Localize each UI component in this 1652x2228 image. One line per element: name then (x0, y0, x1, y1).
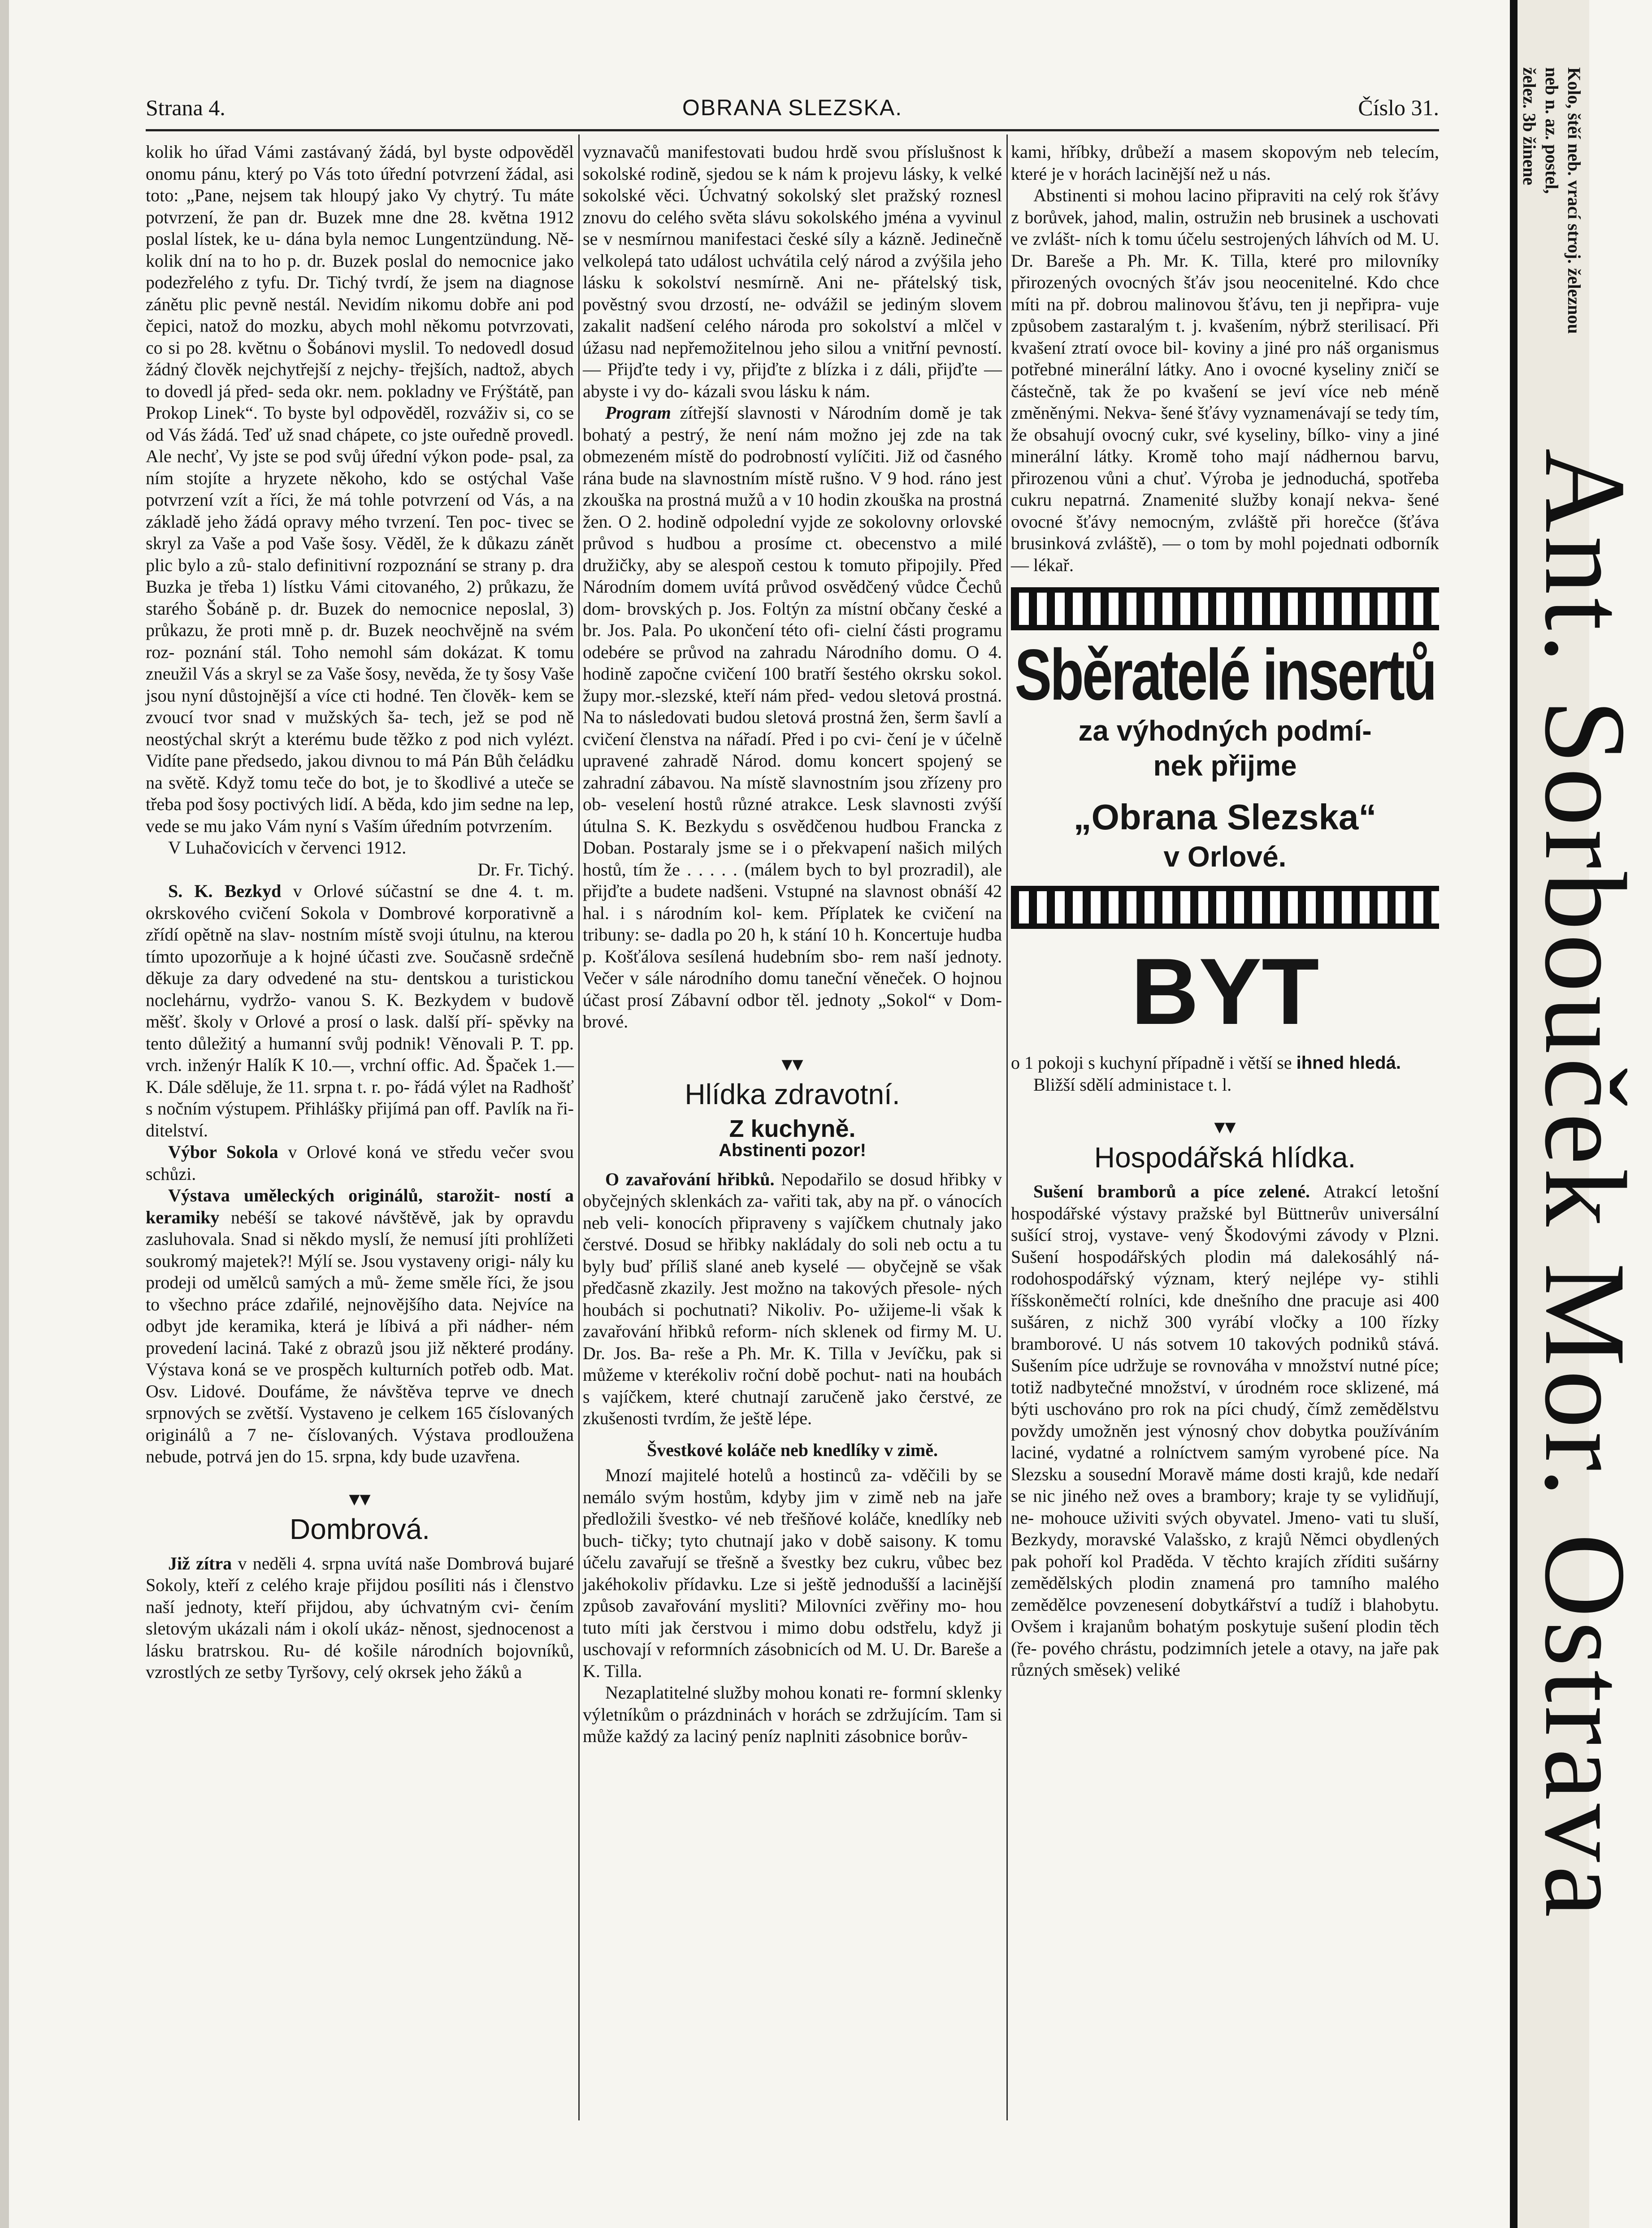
ad-inserty-line1: za výhodných podmí- (1078, 715, 1372, 747)
suseni-text: Atrakcí letošní hospodářské výstavy pražské byl Büttnerův universální sušící stroj, vystave- vený Škodovými závody v Plzni. Sušení hospodářských plodin má dalekosáhlý ná- rodohospodářský význam, který nejlépe vy- stihli říšskoněmečtí rolníci, kde dnešního dne pracuje asi 400 sušáren, z nichž 300 vyrábí vločky a 100 řízky bramborové. U nás sotvem 10 takových podniků stává. Sušením píce udržuje se rovnováha v množství nutné píce; totiž nadbytečné množství, v úrodném roce sklizené, má býti uschováno pro rok na píci chudý, čímž zemědělstvu povždy umožněn jest výnosný chov dobytka používáním laciné, vydatné a rolníctvem samým vyrobené píce. Na Slezsku a sousední Moravě máme dosti krajů, kde nedaří se nic jiného než oves a brambory; kraje ty se vylidňují, ne- mohouce uživiti svých obyvatel. Jmeno- vati tu sluší, Bezkydy, moravské Valašsko, z krajů Němci obydlených pak pohoří kol Praděda. V těchto krajích zříditi sušárny zemědělských plodin znamená pro tamního malého zemědělce povzenesení dobytkářství a tudíž i blahobytu. Ovšem i krajanům bohatým poskytuje sušení plodin těch (ře- pového chrástu, podzimních jetele a otavy, na jaře pak různých směsek) veliké (1011, 1181, 1439, 1680)
ad-byt-contact: Bližší sdělí administace t. l. (1033, 1074, 1232, 1095)
ad-inserty-paper: „Obrana Slezska“ (1073, 797, 1377, 837)
hribky-block (583, 1169, 1002, 1430)
column-2 (583, 141, 1002, 2114)
margin-big-advert: Ant. Sorbouček Mor. Ostrava (1521, 448, 1650, 1921)
adjacent-page-strip (1518, 0, 1650, 2228)
column-divider-2 (1006, 134, 1008, 2120)
column-3 (1011, 141, 1439, 2114)
margin-small-line-2: neb n. az. postel, (1542, 67, 1562, 194)
ad-byt-text (1011, 1052, 1439, 1074)
ad-border-top (1011, 587, 1439, 630)
page-header (146, 90, 1439, 126)
abstinenti-text: Abstinenti si mohou lacino připraviti na celý rok šťávy z borůvek, jahod, malin, ostružin neb brusinek a uschovati ve zvlášt- ních k tomu účelu sestrojených láhvích od M. U. Dr. Bareše a Ph. Mr. K. Tilla, které pro milovníky přirozených ovocných šťáv jsou neocenitelné. Kdo chce míti na př. dobrou malinovou šťávu, ten ji nepřipra- vuje způsobem zastaralým t. j. kvašením, nýbrž sterilisací. Při kvašení ztratí ovoce bil- koviny a jiné pro náš organismus potřebné minerální látky. Ano i ovocné kyseliny zničí se částečně, tak že po kvašení se jeví více neb méně změněnými. Nekva- šené šťávy vyznamenávají se tedy tím, že obsahují ovocný cukr, své kyseliny, bílko- viny a jiné minerální látky. Kromě toho mají nádhernou barvu, přirozenou vůni a chuť. Výroba je jednoduchá, spotřeba cukru nepatrná. Znamenité služby konají nekva- šené ovocné šťávy nemocným, zvláště při horečce (šťáva brusinková zvláště), — o tom by mohl pojednati odborník — lékař. (1011, 185, 1439, 575)
ornament-icon: ▾▾ (781, 1051, 803, 1076)
kuchyne-heading: Z kuchyně. (729, 1115, 856, 1142)
kolace-text: Mnozí majitelé hotelů a hostinců za- vděčili by se nemálo svým hostům, kdyby jim v zimě neb na jaře předložili švestko- vé neb třešňové koláče, knedlíky neb buch- tičky; tyto chutnají jako v době saisony. K tomu účelu zavařují se třešně a švestky bez cukru, vůbec bez jakéhokoliv přídavku. Lze si ještě jednodušší a lacinější způsob zavařování mysliti? Milovníci zvěřiny mo- hou tuto míti jak čerstvou i mimo dobu odstřelu, když ji uschovají v reformních zásobnicích od M. U. Dr. Bareše a K. Tilla. (583, 1465, 1002, 1681)
bezkyd-lead: S. K. Bezkyd (168, 881, 282, 901)
dombrova-text: v neděli 4. srpna uvítá naše Dombrová bujaré Sokoly, kteří z celého kraje přijdou posíliti nás i členstvo naší jednoty, kteří přijdou, aby úchvatným cvi- čením sletovým ukázali nám i okolí ukáz- něnost, sjednocenost a lásku bratrskou. Ru- dé košile národních bojovníků, vzrostlých ze setby Tyršovy, celý okrsek jeho žáků a (146, 1553, 574, 1682)
header-rule (146, 129, 1439, 131)
suseni-lead: Sušení bramborů a píce zelené. (1033, 1181, 1310, 1201)
vybor-text: v Orlové koná ve středu večer svou schůzi. (146, 1142, 574, 1184)
vystava-lead: Výstava uměleckých originálů, starožit- ností a keramiky (146, 1185, 574, 1227)
hribky-text: Nepodařilo se dosud hřibky v obyčejných sklenkách za- vařiti tak, aby na př. o vánocích neb veli- konocích připraveny s vajíčkem chutnaly jako čerstvé. Dosud se hřibky nakládaly do soli neb octu a tu byly buď příliš slané aneb kyselé — obyčejně se však předčasně zkazily. Jest možno na takových přesole- ných houbách si pochutnati? Nikoliv. Po- užijeme-li však k zavařování hřibků reform- ních sklenek od firmy M. U. Dr. Jos. Ba- reše a Ph. Mr. K. Tilla v Jevíčku, pak si můžeme v kterékoliv roční době pochut- nati na houbách s vajíčkem, které chutnají zaručeně jako čerstvé, ze zkušenosti tvrdím, že ještě lépe. (583, 1169, 1002, 1428)
letter-place-date: V Luhačovicích v červenci 1912. (168, 837, 407, 858)
ad-byt-line1: o 1 pokoji s kuchyní případně i větší se (1011, 1053, 1292, 1073)
ad-inserty-title: Sběratelé insertů (1015, 635, 1435, 715)
column-1 (146, 141, 574, 2114)
vybor-notice (146, 1141, 574, 1185)
ad-byt-title: BYT (1131, 939, 1319, 1044)
ad-inserty-line2: nek přijme (1153, 750, 1297, 782)
kolace-heading: Švestkové koláče neb knedlíky v zimě. (647, 1439, 938, 1460)
program-notice (583, 402, 1002, 1033)
hlidka-zdravotni-heading: Hlídka zdravotní. (685, 1078, 900, 1110)
margin-small-line-3: želez. 3b žinene (1519, 67, 1539, 186)
hribky-lead: O zavařování hřibků. (605, 1169, 775, 1189)
margin-small-line-1: Kolo, štěí neb. vrací stroj. železnou (1564, 67, 1584, 334)
hospodarska-heading: Hospodářská hlídka. (1094, 1141, 1356, 1174)
program-text: zítřejší slavnosti v Národním domě je tak bohatý a pestrý, že není nám možno jej zde na tak obmezeném místě do podrobností vylíčiti. Již od časného rána bude na slavnostním místě rušno. V 9 hod. ráno jest zkouška na prostná mužů a v 10 hodin zkouška na prostná žen. O 2. hodině odpolední vyjde ze sokolovny orlovské průvod s hudbou a prosíme ct. obecenstvo a milé družičky, aby se alespoň cestou k tomuto připojily. Před Národním domem uvítá průvod osvědčený vůdce Čechů dom- brovských p. Jos. Foltýn za místní občany české a br. Jos. Pala. Po ukončení této ofi- cielní části programu odebére se průvod na zahradu Národního domu. O 4. hodině započne cvičení 100 bratří šestého okrsku sokol. župy mor.-slezské, kteří nám před- vedou sletová prostná. Na to následovati budou sletová prostná žen, šerm šavlí a cvičení členstva na nářadí. Před i po cvi- čení je v účelně upravené zahradě Národ. domu koncert spojený se zahradní zábavou. Na místě slavnostním jsou zřízeny pro ob- veselení hostů různé atrakce. Lesk slavnosti zvýší útulna S. K. Bezkydu s osvědčenou hudbou Francka z Doban. Postaraly jsme se i o překvapení našich milých hostů, tím že . . . . . (málem bych to byl prozradil), ale přijďte a budete nadšeni. Vstupné na slavnost obnáší 42 hal. i s národním kol- kem. Příplatek ke cvičení na tribuny: se- dadla po 20 h, k stání 10 h. Koncertuje hudba p. Košťálova sesílená hudebním sbo- rem naší jednoty. Večer v sále národního domu taneční věneček. O hojnou účast prosí Zábavní odbor těl. jednoty „Sokol“ v Dom- brové. (583, 403, 1002, 1032)
column-divider-1 (578, 134, 580, 2120)
nezaplatitelne-text: Nezaplatitelné služby mohou konati re- formní sklenky výletníkům o prázdninách v horách se zdržujícím. Tam si může každý za laciný peníz naplniti zásobnice borův- (583, 1682, 1002, 1746)
vystava-text: nebéší se takové návštěvě, jak by opravdu zasluhovala. Snad si někdo myslí, že nemusí jíti prohlížeti soukromý majetek?! Mýlí se. Jsou vystaveny origi- nály ku prodeji od umělců samých a mů- žeme směle říci, že jsou to všechno práce zdařilé, nejnovějšího data. Nejvíce na odbyt jde keramika, která je líbivá a při nádher- ném provedení laciná. Také z obrazů jsou již některé prodány. Výstava koná se ve prospěch kulturních potřeb odb. Mat. Osv. Lidové. Doufáme, že návštěva teprve ve dnech srpnových se zvětší. Vystaveno je celkem 165 číslovaných originálů a 7 ne- číslovaných. Výstava prodloužena nebude, potrvá jen do 15. srpna, kdy bude uzavřena. (146, 1207, 574, 1466)
letter-signature: Dr. Fr. Tichý. (477, 859, 574, 880)
dombrova-text-block (146, 1553, 574, 1683)
ad-inserty-place: v Orlové. (1163, 841, 1287, 873)
letter-text: kolik ho úřad Vámi zastávaný žádá, byl byste odpověděl onomu pánu, který po Vás toto úřední potvrzení žádal, asi toto: „Pane, nejsem tak hloupý jako Vy chytrý. Tu máte potvrzení, že pan dr. Buzek mne dne 28. května 1912 poslal lístek, ke u- dána byla nemoc Lungentzündung. Ně- kolik dní na to ho p. dr. Buzek poslal do nemocnice jako podezřelého z tyfu. Dr. Tichý tvrdí, že jsem na diagnose zánětu plic pevně nestál. Nevidím nikomu dobře ani pod čepici, natož do mozku, abych mohl někomu potvrzovati, co si po 28. květnu o Šobánovi myslil. To nedovedl dosud žádný člověk nejchytřejší z nejchy- třejších, nadtož, abych to dovedl já před- seda okr. nem. pokladny ve Frýštátě, pan Prokop Linek“. To byste byl odpověděl, rozváživ si, co se od Vás žádá. Teď už snad chápete, co jste ouředně provedl. Ale nechť, Vy jste se pod svůj úřední výkon pode- psal, za ním stojíte a hryzete někoho, kdo se ostýchal Vaše potvrzení vzít a říci, že má tohle potvrzení od Vás, a na základě jeho žádá opravy mého tvrzení. Ten poc- tivec se skryl za Vaše a pod Vaše šosy. Věděl, že k důkazu zánět plic bylo a zů- stalo definitivní rozpoznání se strany p. dra Buzka je třeba 1) lístku Vámi citovaného, 2) průkazu, že starého Šobáně p. dr. Buzek do nemocnice neposlal, 3) průkazu, že proti mně p. dr. Buzek neochvějně na svém roz- poznání stál. Toho nemohl sám dokázat. K tomu zneužil Vás a skryl se za Vaše šosy, nevěda, že ty šosy Vaše jsou nyní důstojnější a více cti hodné. Ten člověk- kem se zvoucí tvor snad v mužských ša- tech, jež se pod ně neostýchal skrýt a kterému bude těžko z pod nich vylézt. Vidíte pane předsedo, jakou divnou to má Pán Bůh čeládku na světě. Když tomu teče do bot, je to škodlivé a uteče se třeba pod šosy poctivých lidí. A běda, kdo jim sedne na lep, vede se mu jako Vám nyní s Vaším úředním potvrzením. (146, 142, 574, 836)
suseni-block (1011, 1181, 1439, 1681)
program-lead: Program (605, 403, 671, 423)
scan-edge (0, 0, 9, 2228)
page-number: Strana 4. (146, 95, 225, 120)
ad-border-bottom (1011, 886, 1439, 929)
abstinenti-heading: Abstinenti pozor! (719, 1140, 866, 1160)
newspaper-title: OBRANA SLEZSKA. (682, 95, 903, 120)
issue-number: Číslo 31. (1358, 95, 1439, 120)
vybor-lead: Výbor Sokola (168, 1142, 278, 1162)
ornament-icon: ▾▾ (349, 1486, 371, 1511)
dombrova-lead: Již zítra (168, 1553, 232, 1573)
bezkyd-notice (146, 880, 574, 1141)
bezkyd-text: v Orlové súčastní se dne 4. t. m. okrskového cvičení Sokola v Dombrové korporativně a zřídí opětně na slav- nostním místě svoji útulnu, na kterou tímto upozorňuje a k hojné účasti zve. Současně srdečně děkuje za dary odvedené na stu- dentskou a turistickou noclehárnu, vydržo- vanou S. K. Bezkydem v budově měšť. školy v Orlové a prosí o lask. další pří- spěvky na tento důležitý a humanní svůj podnik! Věnovali P. T. pp. vrch. inženýr Halík K 10.—, vrchní offic. Ad. Špaček 1.— K. Dále sděluje, že 11. srpna t. r. po- řádá výlet na Radhošť s nočním výstupem. Přihlášky přijímá pan off. Pavlík na ři- ditelství. (146, 881, 574, 1140)
ad-byt-bold: ihned hledá. (1296, 1053, 1401, 1073)
dombrova-heading: Dombrová. (290, 1513, 430, 1545)
sokol-text: vyznavačů manifestovati budou hrdě svou příslušnost k sokolské rodině, sjedou se k nám k projevu lásky, k velké sokolské věci. Úchvatný sokolský slet pražský roznesl znovu do celého světa slávu sokolského jména a vyvinul se v nesmírnou manifestaci české síly a kázně. Jedinečně velkolepá tato událost uchvátila celý národ a zvýšila jeho lásku k sokolství nesmírně. Ani ne- přátelský tisk, pověstný svou drzostí, ne- odvážil se jediným slovem zakalit nadšení celého národa pro sokolství a mlčel v úžasu nad nepřemožitelnou jeho silou a vnitřní pevností. — Přijďte tedy i vy, přijďte z blízka i z dáli, přijďte — abyste i vy do- kázali svou lásku k nám. (583, 142, 1002, 401)
vystava-notice (146, 1185, 574, 1468)
continued-text: kami, hříbky, drůbeží a masem skopovým neb telecím, které je v horách lacinější než u nás. (1011, 142, 1439, 184)
ornament-icon: ▾▾ (1214, 1114, 1236, 1139)
